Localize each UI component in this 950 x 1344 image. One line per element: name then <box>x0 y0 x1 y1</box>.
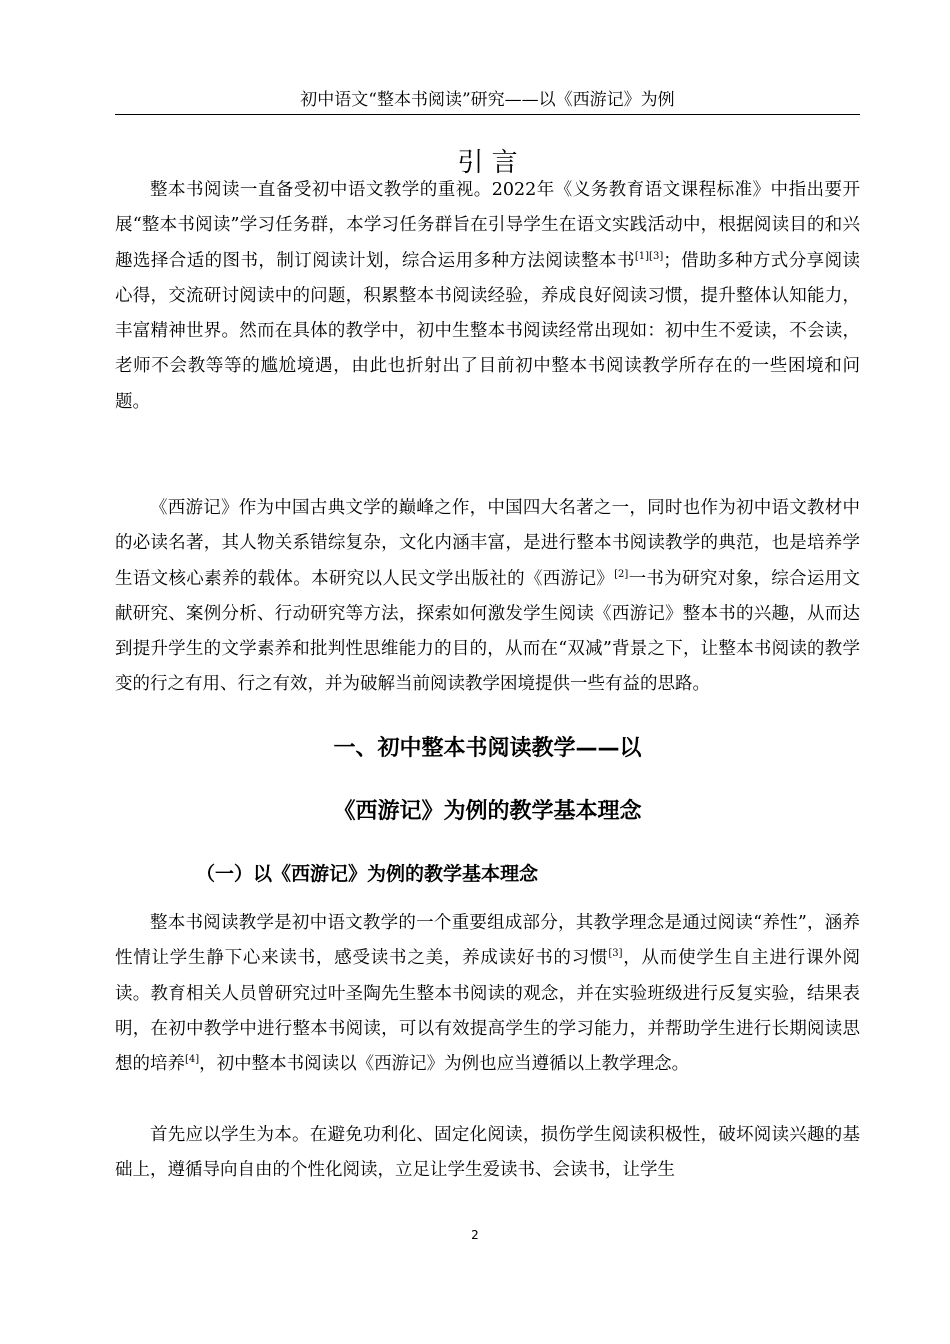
subsection-heading: （一）以《西游记》为例的教学基本理念 <box>196 863 539 885</box>
intro-paragraph-1 <box>115 173 860 420</box>
citation-3: [3] <box>608 948 623 960</box>
citation-2: [2] <box>614 568 629 580</box>
page-number: 2 <box>471 1228 479 1242</box>
body-paragraph-3-text-c: ，初中整本书阅读以《西游记》为例也应当遵循以上教学理念。 <box>199 1054 690 1075</box>
chapter-heading-line-1: 一、初中整本书阅读教学——以 <box>333 736 642 761</box>
body-paragraph-3-text-b: ，从而使学生自主进行课外阅读。教育相关人员曾研究过叶圣陶先生整本书阅读的观念，并在实验班级进行反复实验，结果表明，在初中教学中进行整本书阅读，可以有效提高学生的学习能力，并帮助学生进行长期阅读思想的培养 <box>115 948 861 1075</box>
citation-4: [4] <box>185 1054 200 1066</box>
intro-paragraph-1-text-b: ；借助多种方式分享阅读心得，交流研讨阅读中的问题，积累整本书阅读经验，养成良好阅读习惯，提升整体认知能力，丰富精神世界。然而在具体的教学中，初中生整本书阅读经常出现如：初中生不爱读，不会读，老师不会教等等的尴尬境遇，由此也折射出了目前初中整本书阅读教学所存在的一些困境和问题。 <box>115 250 861 412</box>
chapter-heading-line-2: 《西游记》为例的教学基本理念 <box>333 799 642 824</box>
body-paragraph-3 <box>115 906 860 1082</box>
intro-paragraph-2-text-b: 一书为研究对象，综合运用文献研究、案例分析、行动研究等方法，探索如何激发学生阅读《西游记》整本书的兴趣，从而达到提升学生的文学素养和批判性思维能力的目的，从而在“双减”背景之下，让整本书阅读的教学变的行之有用、行之有效，并为破解当前阅读教学困境提供一些有益的思路。 <box>115 568 861 695</box>
intro-paragraph-2 <box>115 491 860 703</box>
body-paragraph-3-text-a: 整本书阅读教学是初中语文教学的一个重要组成部分，其教学理念是通过阅读“养性”，涵养性情让学生静下心来读书，感受读书之美，养成读好书的习惯 <box>115 913 860 969</box>
body-paragraph-4: 首先应以学生为本。在避免功利化、固定化阅读，损伤学生阅读积极性，破坏阅读兴趣的基础上，遵循导向自由的个性化阅读，立足让学生爱读书、会读书，让学生 <box>115 1125 860 1181</box>
citation-1-3: [1][3] <box>634 250 664 262</box>
section-title-introduction: 引 言 <box>457 148 518 178</box>
intro-paragraph-1-text-a: 整本书阅读一直备受初中语文教学的重视。2022年《义务教育语文课程标准》中指出要开展“整本书阅读”学习任务群，本学习任务群旨在引导学生在语文实践活动中，根据阅读目的和兴趣选择合适的图书，制订阅读计划，综合运用多种方法阅读整本书 <box>115 180 860 271</box>
intro-paragraph-2-text-a: 《西游记》作为中国古典文学的巅峰之作，中国四大名著之一，同时也作为初中语文教材中的必读名著，其人物关系错综复杂，文化内涵丰富，是进行整本书阅读教学的典范，也是培养学生语文核心素养的载体。本研究以人民文学出版社的《西游记》 <box>115 498 860 589</box>
running-header: 初中语文“整本书阅读”研究——以《西游记》为例 <box>115 88 860 115</box>
